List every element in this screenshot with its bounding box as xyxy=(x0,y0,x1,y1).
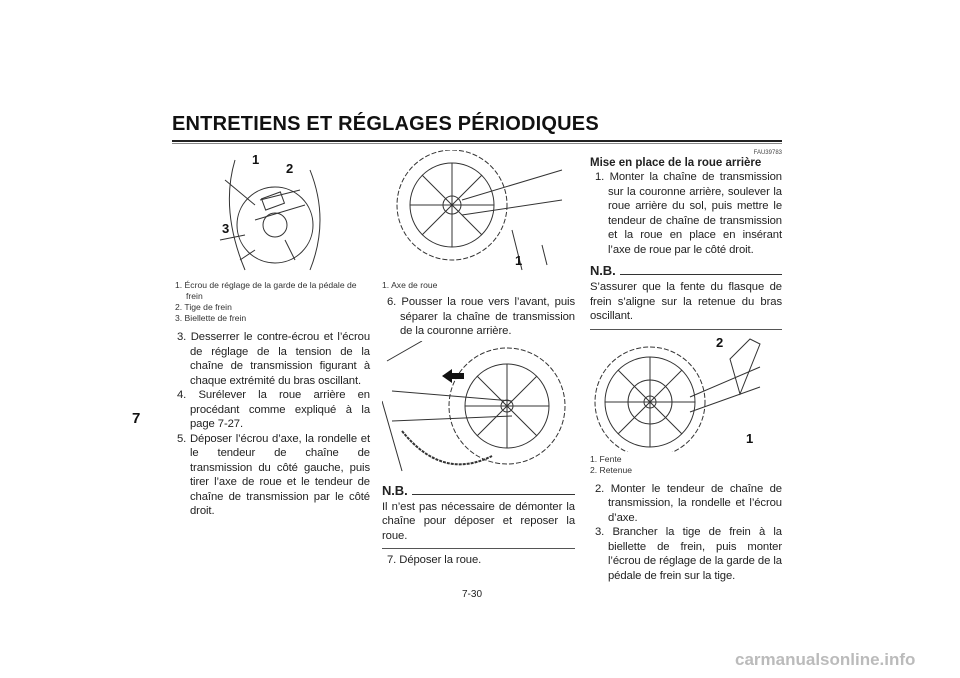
section-heading: Mise en place de la roue arrière xyxy=(590,157,762,169)
step-item: 3. Brancher la tige de frein à la biellette de frein, puis monter l’écrou de réglage de la garde de la pédale de frein sur la tige. xyxy=(595,526,782,582)
caption-item: 1. Écrou de réglage de la garde de la pédale de frein xyxy=(175,280,357,301)
step-item: 6. Pousser la roue vers l’avant, puis séparer la chaîne de transmission de la couronne arrière. xyxy=(387,296,575,337)
step-item: 3. Desserrer le contre-écrou et l’écrou de réglage de la tension de la chaîne de transmission figurant à chaque extrémité du bras oscillant. xyxy=(177,331,370,387)
figure-3 xyxy=(590,334,782,452)
figure-callout: 3 xyxy=(222,221,230,236)
note-text: S’assurer que la fente du flasque de frein s’aligne sur la retenue du bras oscillant. xyxy=(590,281,782,322)
note-text: Il n’est pas nécessaire de démonter la chaîne pour déposer et reposer la roue. xyxy=(382,500,575,542)
column-1 xyxy=(172,150,370,519)
steps-list xyxy=(172,330,370,519)
figure-callout: 1 xyxy=(252,152,260,167)
watermark: carmanualsonline.info xyxy=(735,650,916,669)
caption-item: 1. Axe de roue xyxy=(382,280,438,290)
figure-2 xyxy=(382,150,575,278)
column-2 xyxy=(382,150,575,568)
caption-item: 2. Retenue xyxy=(590,464,633,475)
figure-caption-list xyxy=(382,280,575,291)
caption-item: 2. Tige de frein xyxy=(175,302,232,312)
note-end-rule xyxy=(382,548,575,549)
chain-removal-illustration xyxy=(382,341,575,479)
step-item: 2. Monter le tendeur de chaîne de transmission, la rondelle et l’écrou d’axe. xyxy=(595,482,782,524)
figure-callout: 2 xyxy=(286,161,294,176)
figure-callout: 1 xyxy=(515,253,523,268)
page-title: ENTRETIENS ET RÉGLAGES PÉRIODIQUES xyxy=(172,113,599,135)
title-rule xyxy=(172,140,782,142)
figure-caption-list xyxy=(590,454,782,476)
step-item: 5. Déposer l’écrou d’axe, la rondelle et le tendeur de chaîne de transmission du côté gauche, puis tirer l’axe de roue et le tendeur de chaîne de transmission par le côté droit. xyxy=(177,432,370,517)
note-label: N.B. xyxy=(382,482,408,498)
steps-list xyxy=(590,482,782,584)
rear-wheel-axle-illustration xyxy=(382,150,567,275)
caption-item: 1. Fente xyxy=(590,453,622,464)
step-item: 1. Monter la chaîne de transmission sur la couronne arrière, soulever la roue arrière du sol, puis mettre le tendeur de chaîne de transmission et la roue en place en insérant l’axe de roue par le côté droit. xyxy=(595,171,782,256)
step-6 xyxy=(382,295,575,339)
title-rule-thin xyxy=(172,143,782,144)
figure-callout: 2 xyxy=(716,334,724,350)
caption-item: 3. Biellette de frein xyxy=(175,313,247,323)
step-item: 4. Surélever la roue arrière en procédant comme expliqué à la page 7-27. xyxy=(177,389,370,430)
column-3 xyxy=(590,150,782,583)
page-number: 7-30 xyxy=(462,589,483,600)
figure-1 xyxy=(172,150,370,278)
step-1 xyxy=(590,170,782,330)
note-end-rule xyxy=(590,329,782,330)
figure-caption-list xyxy=(172,280,370,324)
step-item: 7. Déposer la roue. xyxy=(387,554,482,566)
figure-callout: 1 xyxy=(746,430,754,446)
note-label: N.B. xyxy=(590,263,616,278)
reference-code: FAU39783 xyxy=(753,150,782,156)
note-box xyxy=(382,483,575,568)
chapter-tab: 7 xyxy=(132,410,141,427)
brake-rod-illustration xyxy=(215,150,330,275)
